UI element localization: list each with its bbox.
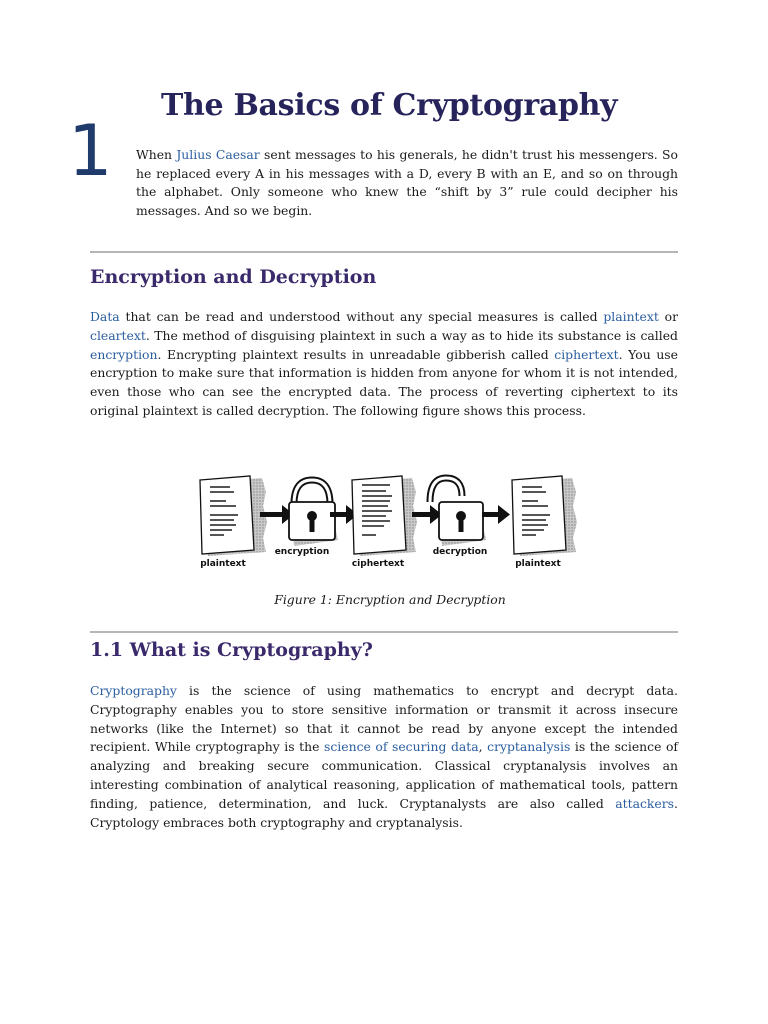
- paragraph-text: ,: [478, 739, 488, 755]
- plaintext-document-icon: [200, 476, 267, 556]
- lock-open-icon: [430, 478, 486, 546]
- intro-paragraph: [136, 146, 678, 220]
- paragraph-text: or: [658, 309, 679, 324]
- section-divider: [90, 631, 678, 633]
- decryption-label: decryption: [432, 547, 488, 557]
- paragraph-text: . You use encryption to make sure that information is hidden from anyone for whom it is not intended, even those who can see the encrypted data. The process of reverting ciphertext to its original plaintext is called decryption. The following figure shows this process.: [90, 346, 679, 418]
- paragraph-text: sent messages to his generals, he didn't trust his messengers. So he replaced every A in his messages with a D, every B with an E, and so on through the alphabet. Only someone who knew the “shift by 3” rule could decipher his messages. And so we begin.: [136, 147, 678, 218]
- inline-link[interactable]: encryption: [90, 346, 158, 362]
- inline-link[interactable]: attackers: [615, 795, 675, 811]
- ciphertext-document-icon: [352, 476, 417, 556]
- paragraph-text: . Encrypting plaintext results in unreadable gibberish called: [157, 346, 555, 362]
- paragraph-text: When: [136, 147, 177, 162]
- section-heading-what-is-cryptography: 1.1 What is Cryptography?: [90, 639, 373, 661]
- section-heading-encryption: Encryption and Decryption: [90, 266, 377, 288]
- encryption-paragraph: [90, 308, 678, 421]
- page-title: The Basics of Cryptography: [161, 88, 618, 123]
- inline-link[interactable]: Data: [90, 309, 120, 324]
- inline-link[interactable]: science of securing data: [324, 739, 479, 755]
- plaintext-document-icon: [512, 476, 577, 556]
- plaintext-label: plaintext: [515, 559, 561, 569]
- inline-link[interactable]: Julius Caesar: [176, 147, 260, 162]
- figure-caption: Figure 1: Encryption and Decryption: [274, 592, 506, 607]
- paragraph-text: . The method of disguising plaintext in such a way as to hide its substance is called: [145, 327, 678, 343]
- chapter-number: 1: [68, 110, 113, 192]
- encryption-decryption-figure: [190, 470, 580, 575]
- arrow-right-icon: [482, 505, 510, 524]
- section-divider: [90, 251, 678, 253]
- inline-link[interactable]: Cryptography: [90, 683, 177, 698]
- paragraph-text: . Cryptology embraces both cryptography and cryptanalysis.: [90, 795, 678, 830]
- inline-link[interactable]: plaintext: [603, 309, 659, 324]
- inline-link[interactable]: ciphertext: [554, 346, 619, 362]
- paragraph-text: is the science of analyzing and breaking secure communication. Classical cryptanalysis involves an interesting combination of analytical reasoning, application of mathematical tools, pattern finding, patience, determination, and luck. Cryptanalysts are also called: [90, 739, 679, 811]
- inline-link[interactable]: cryptanalysis: [487, 739, 571, 755]
- inline-link[interactable]: cleartext: [90, 327, 146, 343]
- encryption-label: encryption: [274, 547, 330, 557]
- paragraph-text: that can be read and understood without any special measures is called: [119, 309, 604, 324]
- plaintext-label: plaintext: [200, 559, 246, 569]
- cryptography-paragraph: [90, 682, 678, 832]
- ciphertext-label: ciphertext: [351, 559, 405, 569]
- paragraph-text: is the science of using mathematics to encrypt and decrypt data. Cryptography enables you to store sensitive information or transmit it across insecure networks (like the Internet) so that it cannot be read by anyone except the intended recipient. While cryptography is the: [90, 683, 678, 755]
